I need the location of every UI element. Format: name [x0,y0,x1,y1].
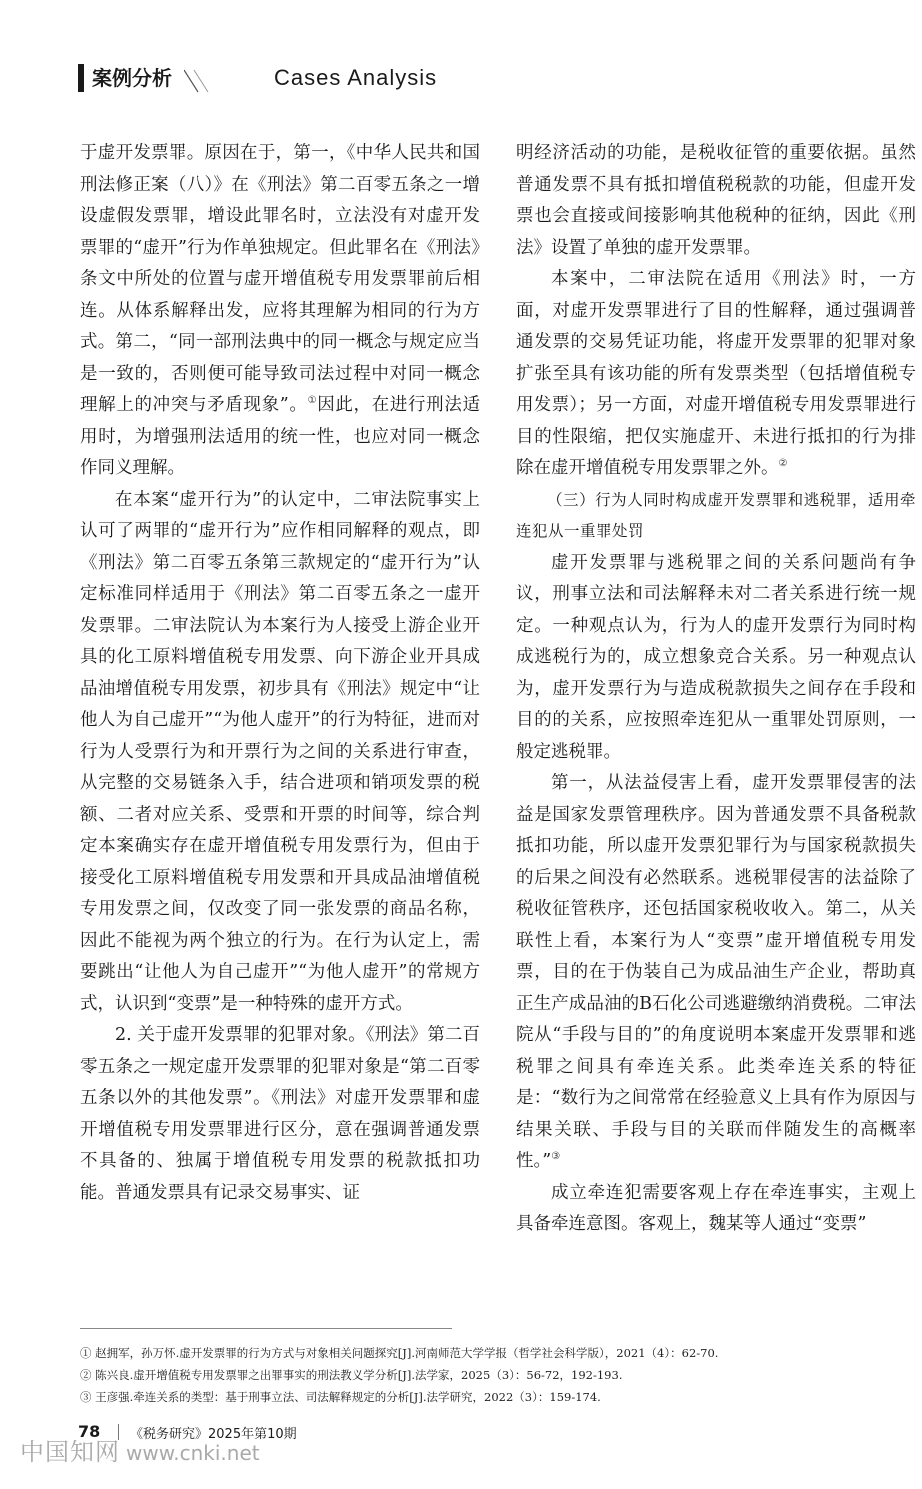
watermark-url: www.cnki.net [126,1441,260,1465]
watermark-cn: 中国知网 [20,1438,120,1466]
header-bar [78,64,84,92]
footnote-divider [80,1328,452,1329]
paragraph: 本案中，二审法院在适用《刑法》时，一方面，对虚开发票罪进行了目的性解释，通过强调普通发票的交易凭证功能，将虚开发票罪的犯罪对象扩张至具有该功能的所有发票类型（包括增值税专用发票）；另一方面，对虚开增值税专用发票罪进行目的性限缩，把仅实施虚开、未进行抵扣的行为排除在虚开增值税专用发票罪之外。② [516,269,916,478]
subsection-heading: （三）行为人同时构成虚开发票罪和逃税罪，适用牵连犯从一重罪处罚 [516,490,916,540]
footnote-ref: ③ [551,1151,561,1163]
cnki-watermark [20,1432,260,1467]
left-column [80,138,480,1209]
footnote-ref: ② [778,458,788,470]
footnote: ② 陈兴良.虚开增值税专用发票罪之出罪事实的刑法教义学分析[J].法学家，2025（3）：56-72，192-193. [80,1368,623,1382]
footnote: ① 赵拥军，孙万怀.虚开发票罪的行为方式与对象相关问题探究[J].河南师范大学学报（哲学社会科学版），2021（4）：62-70. [80,1346,719,1360]
paragraph: 在本案“虚开行为”的认定中，二审法院事实上认可了两罪的“虚开行为”应作相同解释的观点，即《刑法》第二百零五条第三款规定的“虚开行为”认定标准同样适用于《刑法》第二百零五条之一虚开发票罪。二审法院认为本案行为人接受上游企业开具的化工原料增值税专用发票、向下游企业开具成品油增值税专用发票，初步具有《刑法》规定中“让他人为自己虚开”“为他人虚开”的行为特征，进而对行为人受票行为和开票行为之间的关系进行审查，从完整的交易链条入手，结合进项和销项发票的税额、二者对应关系、受票和开票的时间等，综合判定本案确实存在虚开增值税专用发票行为，但由于接受化工原料增值税专用发票和开具成品油增值税专用发票之间，仅改变了同一张发票的商品名称，因此不能视为两个独立的行为。在行为认定上，需要跳出“让他人为自己虚开”“为他人虚开”的常规方式，认识到“变票”是一种特殊的虚开方式。 [80,489,480,1014]
right-column [516,138,916,1241]
page-number: 78 [78,1422,101,1441]
footnote-ref: ① [307,395,318,407]
paragraph: 明经济活动的功能，是税收征管的重要依据。虽然普通发票不具有抵扣增值税税款的功能，但虚开发票也会直接或间接影响其他税种的征纳，因此《刑法》设置了单独的虚开发票罪。 [516,143,916,258]
paragraph: 2. 关于虚开发票罪的犯罪对象。《刑法》第二百零五条之一规定虚开发票罪的犯罪对象是“第二百零五条以外的其他发票”。《刑法》对虚开发票罪和虚开增值税专用发票罪进行区分，意在强调普通发票不具备的、独属于增值税专用发票的税款抵扣功能。普通发票具有记录交易事实、证 [80,1025,480,1203]
header-divider-icon [184,62,254,96]
footnote: ③ 王彦强.牵连关系的类型：基于刑事立法、司法解释规定的分析[J].法学研究，2022（3）：159-174. [80,1390,601,1404]
section-title-cn: 案例分析 [92,66,172,90]
footnotes [80,1342,916,1408]
journal-name: 《税务研究》2025年第10期 [130,1427,297,1442]
paragraph: 成立牵连犯需要客观上存在牵连事实，主观上具备牵连意图。客观上，魏某等人通过“变票” [516,1182,916,1234]
paragraph: 第一，从法益侵害上看，虚开发票罪侵害的法益是国家发票管理秩序。因为普通发票不具备税款抵扣功能，所以虚开发票犯罪行为与国家税款损失的后果之间没有必然联系。逃税罪侵害的法益除了税收征管秩序，还包括国家税收收入。第二，从关联性上看，本案行为人“变票”虚开增值税专用发票，目的在于伪装自己为成品油生产企业，帮助真正生产成品油的B石化公司逃避缴纳消费税。二审法院从“手段与目的”的角度说明本案虚开发票罪和逃税罪之间具有牵连关系。此类牵连关系的特征是：“数行为之间常常在经验意义上具有作为原因与结果关联、手段与目的关联而伴随发生的高概率性。”③ [516,773,916,1171]
paragraph: 虚开发票罪与逃税罪之间的关系问题尚有争议，刑事立法和司法解释未对二者关系进行统一规定。一种观点认为，行为人的虚开发票行为同时构成逃税行为的，成立想象竞合关系。另一种观点认为，虚开发票行为与造成税款损失之间存在手段和目的的关系，应按照牵连犯从一重罪处罚原则，一般定逃税罪。 [516,552,916,762]
section-title-en: Cases Analysis [274,65,438,90]
paragraph: 于虚开发票罪。原因在于，第一，《中华人民共和国刑法修正案（八）》在《刑法》第二百零五条之一增设虚假发票罪，增设此罪名时，立法没有对虚开发票罪的“虚开”行为作单独规定。但此罪名在《刑法》条文中所处的位置与虚开增值税专用发票罪前后相连。从体系解释出发，应将其理解为相同的行为方式。第二，“同一部刑法典中的同一概念与规定应当是一致的，否则便可能导致司法过程中对同一概念理解上的冲突与矛盾现象”。①因此，在进行刑法适用时，为增强刑法适用的统一性，也应对同一概念作同义理解。 [80,143,481,478]
section-header [78,62,918,96]
